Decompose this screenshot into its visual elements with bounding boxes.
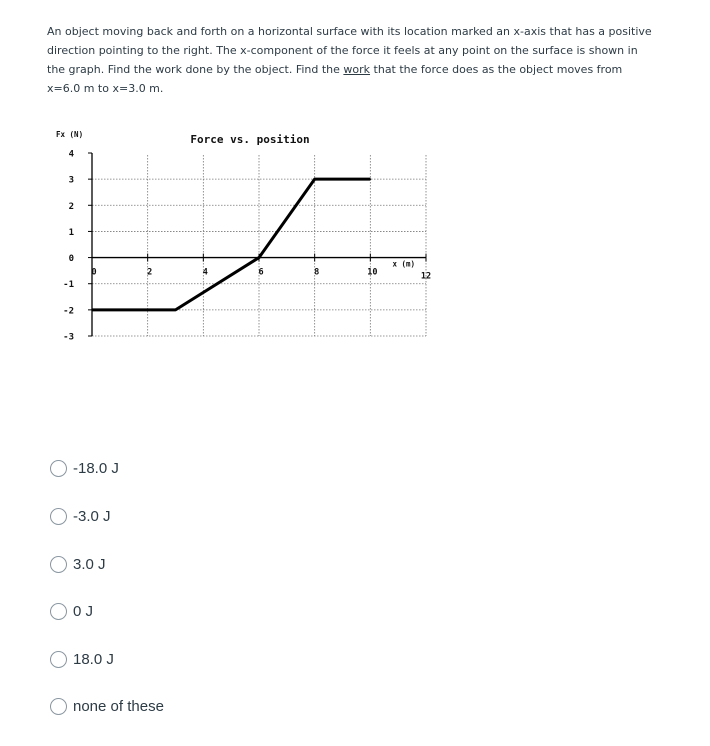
x-tick-label: 12 <box>420 271 432 282</box>
x-tick-label: 8 <box>314 267 320 278</box>
chart-title: Force vs. position <box>190 133 310 146</box>
radio-icon[interactable] <box>50 698 67 715</box>
question-text-part: that the force does as the object moves from x=6.0 m to x=3.0 m. <box>47 63 623 95</box>
chart-svg <box>48 125 448 350</box>
y-tick-label: 2 <box>68 201 74 212</box>
y-tick-label: 0 <box>68 254 74 265</box>
answer-label: none of these <box>73 697 164 715</box>
x-tick-label: 2 <box>147 267 153 278</box>
x-tick-label: 10 <box>367 267 378 278</box>
data-point <box>258 257 260 259</box>
data-point <box>175 309 177 311</box>
x-tick-label: 4 <box>202 267 208 278</box>
y-tick-label: 3 <box>68 175 74 186</box>
radio-icon[interactable] <box>50 508 67 525</box>
data-point <box>314 178 316 180</box>
answer-choice-none[interactable] <box>50 695 164 717</box>
radio-icon[interactable] <box>50 651 67 668</box>
radio-icon[interactable] <box>50 603 67 620</box>
x-tick-label: 6 <box>258 267 264 278</box>
y-tick-label: 4 <box>68 149 74 160</box>
y-tick-label: -3 <box>63 332 74 343</box>
radio-icon[interactable] <box>50 460 67 477</box>
data-point <box>370 178 372 180</box>
radio-icon[interactable] <box>50 556 67 573</box>
y-tick-label: -1 <box>63 280 74 291</box>
work-link[interactable]: work <box>343 63 371 76</box>
y-tick-label: 1 <box>68 227 74 238</box>
answer-choice-neg-18[interactable] <box>50 457 119 479</box>
series-line-fx <box>92 179 370 310</box>
y-tick-label: -2 <box>63 306 74 317</box>
answer-label: -18.0 J <box>73 459 119 477</box>
answer-choice-18[interactable] <box>50 648 114 670</box>
data-point <box>91 309 93 311</box>
question-text-part: An object moving back and forth on a horizontal surface with its location marked an x-axis that has a positive direction pointing to the right. The x-component of the force it feels at any point on the surface is shown in the graph. Find the work done by the object. Find the <box>47 25 652 76</box>
force-position-chart <box>48 125 448 350</box>
y-axis-label: Fx (N) <box>56 130 84 139</box>
answer-choice-neg-3[interactable] <box>50 505 111 527</box>
answer-choice-0[interactable] <box>50 600 93 622</box>
x-axis-label: x (m) <box>392 259 416 269</box>
question-text <box>47 22 657 98</box>
answer-label: 0 J <box>73 602 94 620</box>
answer-label: 18.0 J <box>73 650 114 668</box>
answer-choice-3[interactable] <box>50 553 106 575</box>
answer-label: 3.0 J <box>73 555 106 573</box>
x-tick-label: 0 <box>91 267 97 278</box>
answer-label: -3.0 J <box>73 507 111 525</box>
